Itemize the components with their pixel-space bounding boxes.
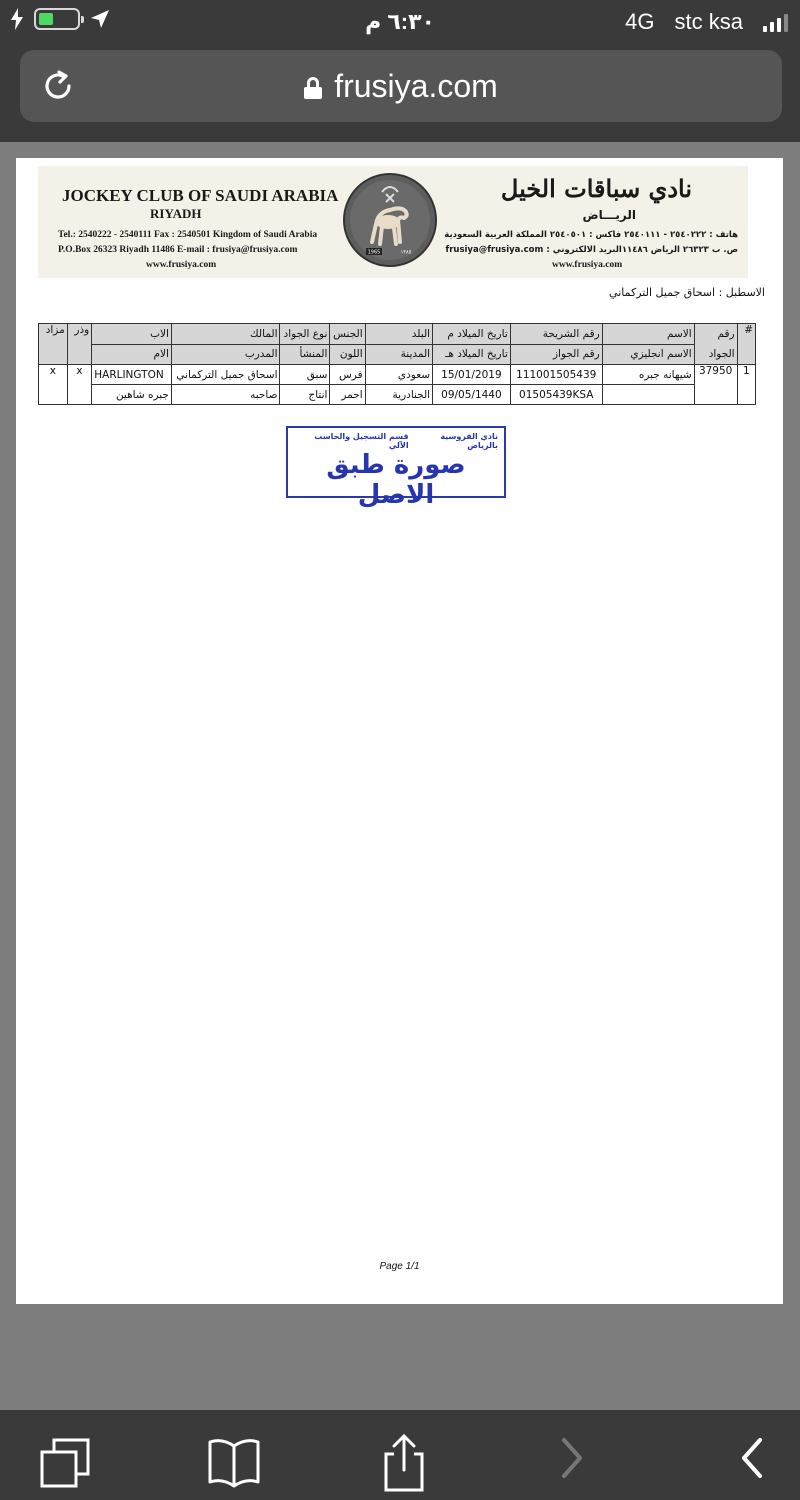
table-cell: اسحاق جميل التركماني [171, 365, 280, 385]
letterhead [38, 166, 748, 278]
table-header-row [39, 344, 756, 365]
table-cell: جبره شاهين [92, 385, 172, 405]
en-contact-line2: P.O.Box 26323 Riyadh 11486 E-mail : frusiya@frusiya.com [58, 245, 298, 255]
en-website: www.frusiya.com [146, 260, 217, 270]
network-type: 4G [625, 9, 655, 34]
header-cell: المنشأ [280, 344, 330, 365]
club-logo-icon [342, 172, 438, 268]
header-cell: تاريخ الميلاد م [433, 324, 511, 345]
horse-table [38, 323, 756, 405]
header-cell: رقم الشريحة [510, 324, 602, 345]
table-cell: 01505439KSA [510, 385, 602, 405]
table-cell: انتاج [280, 385, 330, 405]
back-icon[interactable] [722, 1434, 782, 1494]
address-bar[interactable] [20, 50, 782, 122]
signal-bars-icon [763, 12, 788, 32]
table-cell: 09/05/1440 [433, 385, 511, 405]
header-cell: رقم الجواز [510, 344, 602, 365]
stable-owner-line: الاسطبل : اسحاق جميل التركماني [609, 286, 765, 299]
ar-city: الريـــاض [582, 208, 636, 222]
carrier-name: stc ksa [674, 9, 743, 34]
table-cell: 1 [737, 365, 755, 405]
browser-top-chrome [0, 0, 800, 142]
table-cell: فرس [330, 365, 365, 385]
header-cell: مزاد [39, 324, 68, 365]
page-number: Page 1/1 [379, 1261, 420, 1272]
header-cell: الجنس [330, 324, 365, 345]
bookmarks-icon[interactable] [204, 1434, 264, 1494]
en-club-name: JOCKEY CLUB OF SAUDI ARABIA [62, 186, 339, 205]
url-text[interactable]: frusiya.com [334, 68, 498, 104]
ar-club-name: نادي سباقات الخيل [500, 174, 692, 203]
table-cell: سعودي [365, 365, 432, 385]
header-cell: رقم الجواد [694, 324, 737, 365]
header-cell: تاريخ الميلاد هـ [433, 344, 511, 365]
table-cell: x [39, 365, 68, 405]
table-row [39, 365, 756, 385]
header-cell: المالك [171, 324, 280, 345]
table-cell: احمر [330, 385, 365, 405]
share-icon[interactable] [374, 1434, 434, 1494]
table-cell: 111001505439 [510, 365, 602, 385]
stamp-text: صورة طبق الاصل [326, 450, 466, 510]
header-cell: الاسم [602, 324, 694, 345]
table-header-row [39, 324, 756, 345]
logo-year-left: 1965 [367, 249, 381, 256]
header-cell: اللون [330, 344, 365, 365]
header-cell: المدينة [365, 344, 432, 365]
table-row [39, 385, 756, 405]
stamp-dept: قسم التسجيل والحاسب الآلي [314, 432, 409, 450]
header-cell: المدرب [171, 344, 280, 365]
header-cell: وذر [67, 324, 92, 365]
status-bar [0, 0, 800, 44]
table-cell: صاحبه [171, 385, 280, 405]
forward-icon[interactable] [542, 1434, 602, 1494]
header-cell: الاب [92, 324, 172, 345]
header-cell: الاسم انجليزي [602, 344, 694, 365]
lock-icon [304, 77, 322, 99]
stamp-org: نادي الفروسية بالرياض [440, 432, 498, 450]
ar-contact-line2: ص. ب ٢٦٣٢٣ الرياض ١١٤٨٦البريد الالكتروني : frusiya@frusiya.com [445, 245, 738, 255]
tabs-icon[interactable] [36, 1434, 96, 1494]
table-cell: سبق [280, 365, 330, 385]
table-cell [602, 385, 694, 405]
table-cell: 37950 [694, 365, 737, 405]
header-cell: الام [92, 344, 172, 365]
certified-copy-stamp [286, 426, 506, 510]
table-cell: HARLINGTON [92, 365, 172, 385]
browser-toolbar [0, 1410, 800, 1500]
en-contact-line1: Tel.: 2540222 - 2540111 Fax : 2540501 Kingdom of Saudi Arabia [58, 230, 318, 240]
header-cell: نوع الجواد [280, 324, 330, 345]
table-cell: x [67, 365, 92, 405]
header-cell: البلد [365, 324, 432, 345]
header-cell: # [737, 324, 755, 365]
table-cell: 15/01/2019 [433, 365, 511, 385]
ar-website: www.frusiya.com [552, 260, 623, 270]
ar-contact-line1: هاتف : ٢٥٤٠٢٢٢ - ٢٥٤٠١١١ فاكس : ٢٥٤٠٥٠١ المملكة العربية السعودية [444, 230, 738, 240]
status-time: ٦:٣٠ م [365, 9, 435, 34]
logo-year-right: ١٣٨٥ [400, 249, 412, 256]
pdf-page [16, 158, 783, 1304]
table-cell: الجنادرية [365, 385, 432, 405]
table-cell: شيهانه جبره [602, 365, 694, 385]
en-city: RIYADH [150, 206, 202, 221]
